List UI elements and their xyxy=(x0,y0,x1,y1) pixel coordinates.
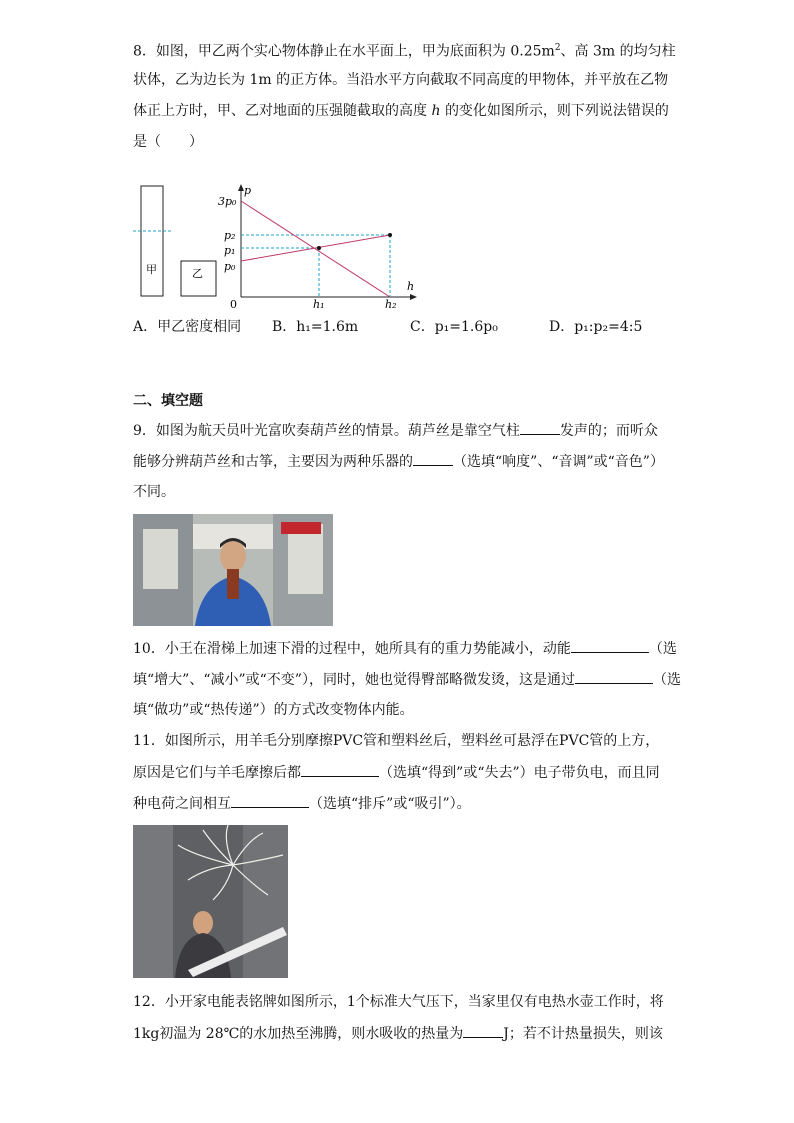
tick-p2: p₂ xyxy=(224,229,236,242)
q8-option-c: C．p₁=1.6p₀ xyxy=(410,319,498,335)
q9-line1: 9．如图为航天员叶光富吹奏葫芦丝的情景。葫芦丝是靠空气柱 发声的；而听众 xyxy=(133,420,658,441)
q8-line3: 体正上方时，甲、乙对地面的压强随截取的高度 h 的变化如图所示，则下列说法错误的 xyxy=(133,103,669,119)
q9-line2: 能够分辨葫芦丝和古筝，主要因为两种乐器的 （选填“响度”、“音调”或“音色”） xyxy=(133,451,664,472)
tick-3p0: 3p₀ xyxy=(218,195,237,208)
q9-line3: 不同。 xyxy=(133,484,175,500)
tick-p0: p₀ xyxy=(224,260,236,273)
axis-label-p: p xyxy=(244,184,252,197)
q8-line4: 是（ ） xyxy=(133,134,203,150)
q11-line1: 11．如图所示，用羊毛分别摩擦PVC管和塑料丝后，塑料丝可悬浮在PVC管的上方， xyxy=(133,733,660,749)
q8-line1: 8．如图，甲乙两个实心物体静止在水平面上，甲为底面积为 $0.25m^2$、高 3m 的均匀柱 xyxy=(133,43,676,60)
intersection-point xyxy=(317,246,321,250)
label-yi: 乙 xyxy=(192,267,203,280)
tick-h1: h₁ xyxy=(313,298,325,310)
astronaut-photo-drawing xyxy=(133,514,333,626)
tick-p1: p₁ xyxy=(224,244,236,257)
section-title-fill-in: 二、填空题 xyxy=(133,393,203,409)
q8-option-b: B．h₁=1.6m xyxy=(272,319,359,335)
tick-h2: h₂ xyxy=(385,298,397,310)
electrostatic-photo-drawing xyxy=(133,825,288,978)
astronaut-photo xyxy=(133,514,333,626)
q12-line2: 1kg初温为 28℃的水加热至沸腾，则水吸收的热量为 J；若不计热量损失，则该 xyxy=(133,1023,663,1044)
q8-line2: 状体，乙为边长为 1m 的正方体。当沿水平方向截取不同高度的甲物体，并平放在乙物 xyxy=(133,72,669,88)
x-axis-arrow xyxy=(410,294,417,300)
q10-line2: 填“增大”、“减小”或“不变”），同时，她也觉得臀部略微发烫，这是通过 （选 xyxy=(133,669,681,690)
origin-label: 0 xyxy=(230,298,237,310)
axis-label-h: h xyxy=(407,280,415,293)
q10-line1: 10．小王在滑梯上加速下滑的过程中，她所具有的重力势能减小，动能 （选 xyxy=(133,638,677,659)
electrostatic-photo xyxy=(133,825,288,978)
q8-option-d: D．p₁:p₂=4:5 xyxy=(549,319,643,335)
block-jia xyxy=(141,186,163,296)
q12-line1: 12．小开家电能表铭牌如图所示，1个标准大气压下，当家里仅有电热水壶工作时，将 xyxy=(133,994,664,1010)
q11-line2: 原因是它们与羊毛摩擦后都 （选填“得到”或“失去”）电子带负电，而且同 xyxy=(133,762,660,783)
line-jia-pressure xyxy=(241,201,390,297)
q11-line3: 种电荷之间相互 （选填“排斥”或“吸引”）。 xyxy=(133,793,471,814)
q10-line3: 填“做功”或“热传递”）的方式改变物体内能。 xyxy=(133,702,414,718)
end-point xyxy=(388,233,392,237)
q8-pressure-graph xyxy=(215,180,425,310)
label-jia: 甲 xyxy=(146,263,157,276)
q8-option-a: A．甲乙密度相同 xyxy=(133,319,242,335)
